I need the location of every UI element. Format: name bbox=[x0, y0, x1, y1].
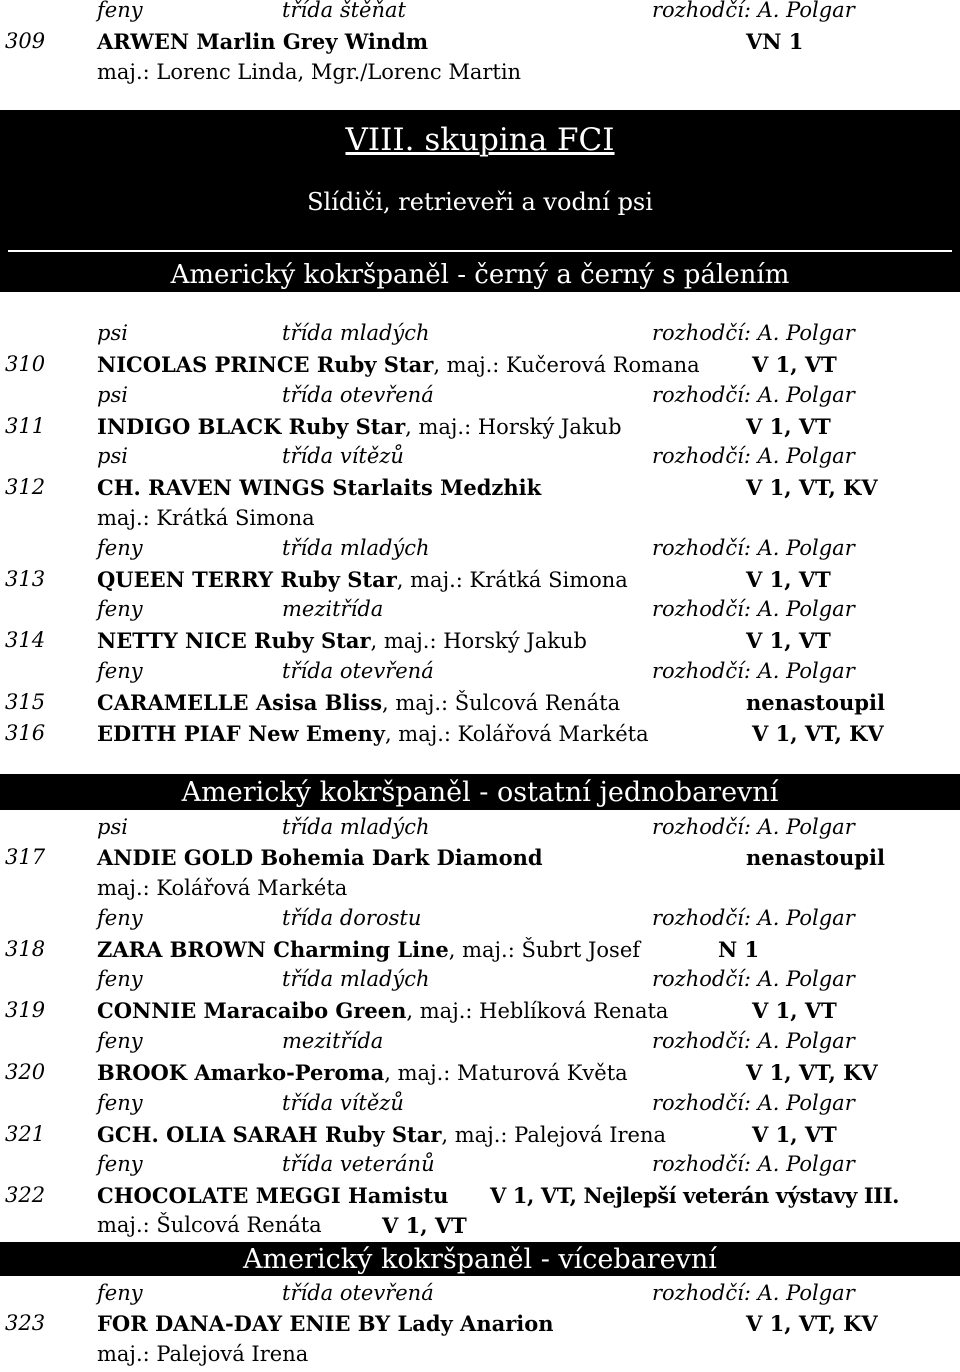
owner: , maj.: Palejová Irena bbox=[441, 1123, 667, 1147]
entry-row bbox=[0, 411, 960, 442]
result: V 1, VT bbox=[746, 567, 831, 592]
entry-number: 310 bbox=[5, 352, 46, 376]
entry-row bbox=[0, 995, 960, 1026]
result: nenastoupil bbox=[746, 845, 885, 870]
class-header bbox=[0, 656, 960, 687]
judge-label: rozhodčí: A. Polgar bbox=[652, 659, 855, 683]
entry-row bbox=[0, 1057, 960, 1088]
owner: , maj.: Kolářová Markéta bbox=[384, 722, 649, 746]
owner-row bbox=[0, 1339, 960, 1370]
result: V 1, VT bbox=[746, 414, 831, 439]
dog-name: CHOCOLATE MEGGI Hamistu bbox=[97, 1183, 449, 1208]
class-header bbox=[0, 594, 960, 625]
owner: maj.: Lorenc Linda, Mgr./Lorenc Martin bbox=[97, 60, 522, 84]
entry-row bbox=[0, 625, 960, 656]
entry-number: 316 bbox=[5, 721, 46, 745]
entry-row bbox=[0, 718, 960, 749]
judge-label: rozhodčí: A. Polgar bbox=[652, 906, 855, 930]
group-header bbox=[0, 110, 960, 292]
class-label: třída mladých bbox=[282, 321, 430, 345]
dog-name: CH. RAVEN WINGS Starlaits Medzhik bbox=[97, 475, 542, 500]
owner: maj.: Šulcová Renáta bbox=[97, 1213, 322, 1237]
dog-name: QUEEN TERRY Ruby Star bbox=[97, 567, 397, 592]
result: V 1, VT bbox=[746, 628, 831, 653]
owner-row bbox=[0, 873, 960, 904]
result: V 1, VT bbox=[752, 998, 837, 1023]
entry-number: 314 bbox=[5, 628, 46, 652]
breed-title: Americký kokršpaněl - vícebarevní bbox=[0, 1242, 960, 1276]
dog-name: NETTY NICE Ruby Star bbox=[97, 628, 371, 653]
judge-label: rozhodčí: A. Polgar bbox=[652, 383, 855, 407]
breed-title: Americký kokršpaněl - černý a černý s pálením bbox=[170, 260, 790, 290]
owner: maj.: Krátká Simona bbox=[97, 506, 315, 530]
result: V 1, VT bbox=[752, 1122, 837, 1147]
class-header bbox=[0, 0, 960, 26]
entry-number: 322 bbox=[5, 1183, 46, 1207]
entry-row bbox=[0, 842, 960, 873]
entry-row bbox=[0, 934, 960, 965]
class-header bbox=[0, 964, 960, 995]
sex-label: feny bbox=[97, 1029, 143, 1053]
class-header bbox=[0, 533, 960, 564]
breed-title: Americký kokršpaněl - ostatní jednobarevní bbox=[0, 774, 960, 810]
result: V 1, VT, KV bbox=[746, 1060, 878, 1085]
result: V 1, VT, KV bbox=[752, 721, 884, 746]
owner-row bbox=[0, 57, 960, 88]
owner: , maj.: Maturová Květa bbox=[384, 1061, 628, 1085]
judge-label: rozhodčí: A. Polgar bbox=[652, 1091, 855, 1115]
entry-row bbox=[0, 26, 960, 57]
dog-name: INDIGO BLACK Ruby Star bbox=[97, 414, 406, 439]
class-header bbox=[0, 380, 960, 411]
dog-name: NICOLAS PRINCE Ruby Star bbox=[97, 352, 434, 377]
result: V 1, VT, KV bbox=[746, 475, 878, 500]
owner: , maj.: Šubrt Josef bbox=[448, 938, 641, 962]
dog-name: ARWEN Marlin Grey Windm bbox=[97, 29, 429, 54]
entry-row bbox=[0, 1119, 960, 1150]
entry-number: 321 bbox=[5, 1122, 46, 1146]
owner: , maj.: Krátká Simona bbox=[396, 568, 628, 592]
sex-label: feny bbox=[97, 1091, 143, 1115]
class-header bbox=[0, 1026, 960, 1057]
class-label: třída mladých bbox=[282, 815, 430, 839]
class-label: třída dorostu bbox=[282, 906, 422, 930]
sex-label: psi bbox=[97, 383, 128, 407]
judge-label: rozhodčí: A. Polgar bbox=[652, 1029, 855, 1053]
judge-label: rozhodčí: A. Polgar bbox=[652, 1281, 855, 1305]
divider bbox=[8, 250, 952, 252]
entry-number: 319 bbox=[5, 998, 46, 1022]
sex-label: feny bbox=[97, 659, 143, 683]
sex-label: psi bbox=[97, 815, 128, 839]
class-header bbox=[0, 1149, 960, 1180]
dog-name: ANDIE GOLD Bohemia Dark Diamond bbox=[97, 845, 543, 870]
class-label: třída štěňat bbox=[282, 0, 406, 22]
judge-label: rozhodčí: A. Polgar bbox=[652, 967, 855, 991]
result: VN 1 bbox=[746, 29, 804, 54]
entry-number: 313 bbox=[5, 567, 46, 591]
class-header bbox=[0, 1278, 960, 1309]
class-label: mezitřída bbox=[282, 1029, 384, 1053]
result: V 1, VT bbox=[752, 352, 837, 377]
judge-label: rozhodčí: A. Polgar bbox=[652, 321, 855, 345]
entry-row bbox=[0, 1180, 960, 1211]
class-label: třída otevřená bbox=[282, 659, 434, 683]
class-header bbox=[0, 318, 960, 349]
result: V 1, VT, KV bbox=[746, 1311, 878, 1336]
class-label: třída otevřená bbox=[282, 1281, 434, 1305]
dog-name: BROOK Amarko-Peroma bbox=[97, 1060, 385, 1085]
entry-row bbox=[0, 687, 960, 718]
owner-row bbox=[0, 503, 960, 534]
judge-label: rozhodčí: A. Polgar bbox=[652, 597, 855, 621]
owner: , maj.: Šulcová Renáta bbox=[382, 691, 621, 715]
sex-label: feny bbox=[97, 906, 143, 930]
entry-number: 309 bbox=[5, 29, 46, 53]
dog-name: CONNIE Maracaibo Green bbox=[97, 998, 407, 1023]
sex-label: feny bbox=[97, 536, 143, 560]
judge-label: rozhodčí: A. Polgar bbox=[652, 444, 855, 468]
entry-number: 323 bbox=[5, 1311, 46, 1335]
class-label: třída veteránů bbox=[282, 1152, 435, 1176]
sex-label: feny bbox=[97, 597, 143, 621]
owner: , maj.: Horský Jakub bbox=[405, 415, 622, 439]
dog-name: CARAMELLE Asisa Bliss bbox=[97, 690, 383, 715]
entry-row bbox=[0, 1308, 960, 1339]
dog-name: EDITH PIAF New Emeny bbox=[97, 721, 385, 746]
judge-label: rozhodčí: A. Polgar bbox=[652, 0, 855, 22]
class-header bbox=[0, 441, 960, 472]
result: V 1, VT, Nejlepší veterán výstavy III. bbox=[490, 1183, 900, 1208]
owner-row bbox=[0, 1210, 960, 1241]
sex-label: psi bbox=[97, 444, 128, 468]
class-label: třída mladých bbox=[282, 536, 430, 560]
dog-name: ZARA BROWN Charming Line bbox=[97, 937, 449, 962]
judge-label: rozhodčí: A. Polgar bbox=[652, 815, 855, 839]
class-label: třída mladých bbox=[282, 967, 430, 991]
entry-row bbox=[0, 472, 960, 503]
owner: maj.: Kolářová Markéta bbox=[97, 876, 348, 900]
judge-label: rozhodčí: A. Polgar bbox=[652, 536, 855, 560]
owner: , maj.: Heblíková Renata bbox=[406, 999, 669, 1023]
class-header bbox=[0, 903, 960, 934]
judge-label: rozhodčí: A. Polgar bbox=[652, 1152, 855, 1176]
sex-label: feny bbox=[97, 1152, 143, 1176]
entry-number: 311 bbox=[5, 414, 46, 438]
dog-name: FOR DANA-DAY ENIE BY Lady Anarion bbox=[97, 1311, 554, 1336]
class-label: mezitřída bbox=[282, 597, 384, 621]
entry-row bbox=[0, 349, 960, 380]
sex-label: feny bbox=[97, 1281, 143, 1305]
entry-number: 317 bbox=[5, 845, 46, 869]
group-subtitle: Slídiči, retrieveři a vodní psi bbox=[307, 188, 653, 216]
owner: , maj.: Horský Jakub bbox=[370, 629, 587, 653]
class-label: třída vítězů bbox=[282, 444, 404, 468]
entry-row bbox=[0, 564, 960, 595]
entry-number: 315 bbox=[5, 690, 46, 714]
entry-number: 320 bbox=[5, 1060, 46, 1084]
result: V 1, VT bbox=[382, 1213, 467, 1238]
result: nenastoupil bbox=[746, 690, 885, 715]
class-header bbox=[0, 812, 960, 843]
owner: , maj.: Kučerová Romana bbox=[433, 353, 700, 377]
result: N 1 bbox=[718, 937, 760, 962]
group-title: VIII. skupina FCI bbox=[345, 122, 615, 158]
class-header bbox=[0, 1088, 960, 1119]
class-label: třída vítězů bbox=[282, 1091, 404, 1115]
dog-name: GCH. OLIA SARAH Ruby Star bbox=[97, 1122, 442, 1147]
entry-number: 312 bbox=[5, 475, 46, 499]
owner: maj.: Palejová Irena bbox=[97, 1342, 309, 1366]
entry-number: 318 bbox=[5, 937, 46, 961]
sex-label: psi bbox=[97, 321, 128, 345]
class-label: třída otevřená bbox=[282, 383, 434, 407]
sex-label: feny bbox=[97, 967, 143, 991]
sex-label: feny bbox=[97, 0, 143, 22]
